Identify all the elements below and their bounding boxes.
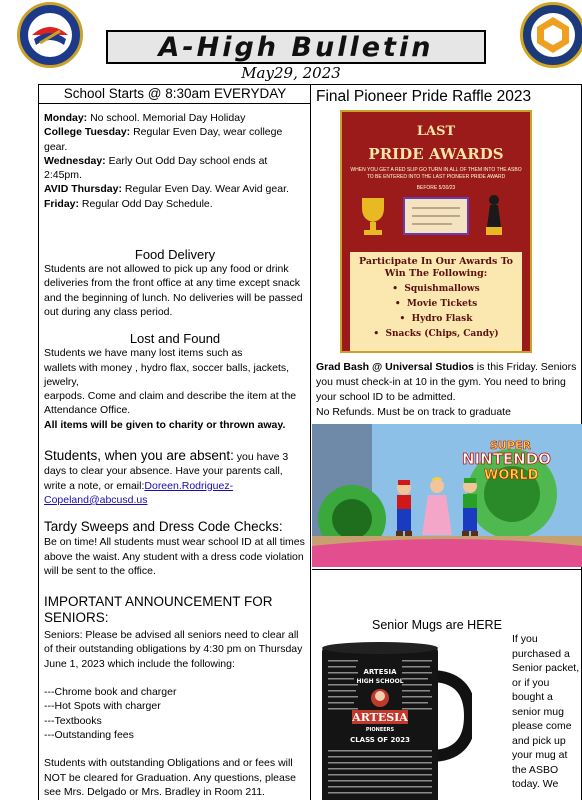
important-text: Seniors: Please be advised all seniors need to clear all of their outstanding obligations by 4:30 pm on Thursday June 1, 2023 which include the following: (44, 629, 303, 670)
list-item: • Hydro Flask (399, 314, 473, 324)
important-heading: IMPORTANT ANNOUNCEMENT FOR SENIORS: (44, 594, 273, 626)
svg-text:NINTENDO: NINTENDO (462, 450, 551, 468)
list-item: • Snacks (Chips, Candy) (373, 329, 499, 339)
bulletin-banner (106, 30, 486, 64)
list-item: ---Outstanding fees (44, 728, 134, 741)
svg-text:CLASS OF 2023: CLASS OF 2023 (350, 736, 410, 744)
poster-trophies (342, 192, 530, 242)
section-divider (312, 569, 582, 570)
svg-text:ARTESIA: ARTESIA (352, 711, 408, 724)
lost-found-text-3: earpods. Come and claim and describe the item at the Attendance Office. (44, 390, 297, 417)
list-item: • Movie Tickets (394, 299, 478, 309)
obligations-list (44, 685, 306, 742)
absent-section (44, 448, 306, 507)
lost-found-text-1: Students we have many lost items such as (44, 347, 243, 360)
svg-text:SUPER: SUPER (490, 439, 531, 452)
tardy-heading: Tardy Sweeps and Dress Code Checks: (44, 519, 283, 535)
grad-bash-note: No Refunds. Must be on track to graduate (316, 406, 511, 418)
attendance-email-link[interactable]: Doreen.Rodriguez-Copeland@abcusd.us (44, 479, 234, 506)
important-footer: Students with outstanding Obligations and or fees will NOT be cleared for Graduation. Any questions, please see Mrs. Delgado or Mrs. Bradley in Room 211. (44, 757, 296, 798)
food-heading: Food Delivery (134, 247, 216, 263)
bulletin-date: May29, 2023 (241, 64, 341, 82)
right-column (312, 84, 582, 790)
tardy-text: Be on time! All students must wear school ID at all times above the waist. Any student with a dress code violation will be sent to the office. (44, 536, 305, 577)
svg-text:WORLD: WORLD (484, 468, 539, 483)
grad-bash-heading: Grad Bash @ Universal Studios (316, 361, 474, 373)
schedule-heading: School Starts @ 8:30am EVERYDAY (63, 86, 287, 101)
poster-prize-heading: Participate In Our Awards To Win The Following: (358, 256, 514, 279)
list-item: ---Hot Spots with charger (44, 700, 161, 713)
raffle-title: Final Pioneer Pride Raffle 2023 (316, 88, 532, 105)
super-nintendo-world-photo (312, 424, 582, 567)
absent-heading: Students, when you are absent: (44, 448, 234, 464)
schedule-list (44, 111, 306, 211)
left-column (44, 86, 306, 799)
list-item: • Squishmallows (392, 284, 480, 294)
grad-bash-section (316, 360, 580, 420)
poster-line-1: LAST (416, 124, 456, 139)
pride-awards-poster (340, 110, 532, 353)
list-item: ---Chrome book and charger (44, 686, 177, 699)
schedule-row: Friday: Regular Odd Day Schedule. (44, 197, 213, 210)
poster-line-2: PRIDE AWARDS (368, 145, 504, 163)
poster-instructions: WHEN YOU GET A RED SLIP GO TURN IN ALL OF THEM INTO THE ASBO TO BE ENTERED INTO THE LAST PIONEER PRIDE AWARD (350, 167, 522, 180)
gold-ribbon-seal-right (520, 2, 582, 68)
bulletin-title: A-High Bulletin (158, 31, 434, 63)
senior-mug-text: If you purchased a Senior packet, or if you bought a senior mug please come and pick up your mug at the ASBO today. We (512, 633, 580, 790)
schedule-row: AVID Thursday: Regular Even Day. Wear Avid gear. (44, 183, 289, 196)
schedule-row: College Tuesday: Regular Even Day, wear college gear. (44, 126, 283, 153)
absent-text: you have 3 days to clear your absence. Have your parents call, write a note, or email: (44, 451, 289, 492)
svg-text:PIONEERS: PIONEERS (365, 727, 395, 733)
column-divider (310, 84, 311, 800)
schedule-row: Monday: No school. Memorial Day Holiday (44, 112, 246, 124)
lost-found-heading: Lost and Found (129, 331, 221, 347)
senior-mugs-heading: Senior Mugs are HERE (372, 618, 502, 632)
senior-mug-photo (322, 636, 472, 800)
grad-bash-text: is this Friday. Seniors you must check-in at 10 in the gym. You need to bring your school ID to be admitted. (316, 361, 577, 403)
lost-found-text-2: wallets with money , hydro flax, soccer balls, jackets, jewelry, (44, 361, 290, 388)
lost-found-warning: All items will be given to charity or thrown away. (44, 418, 286, 431)
poster-prize-list (350, 282, 522, 342)
svg-text:HIGH SCHOOL: HIGH SCHOOL (356, 678, 404, 685)
school-seal-left (17, 2, 83, 68)
list-item: ---Textbooks (44, 714, 102, 727)
poster-deadline: BEFORE 5/30/23 (416, 185, 456, 191)
schedule-row: Wednesday: Early Out Odd Day school ends at 2:45pm. (44, 154, 268, 182)
poster-prize-box (350, 252, 522, 352)
svg-text:ARTESIA: ARTESIA (363, 668, 397, 676)
food-text: Students are not allowed to pick up any food or drink deliveries from the front office at any time except snack and the beginning of lunch. No deliveries will be passed out during any class period. (44, 263, 303, 318)
